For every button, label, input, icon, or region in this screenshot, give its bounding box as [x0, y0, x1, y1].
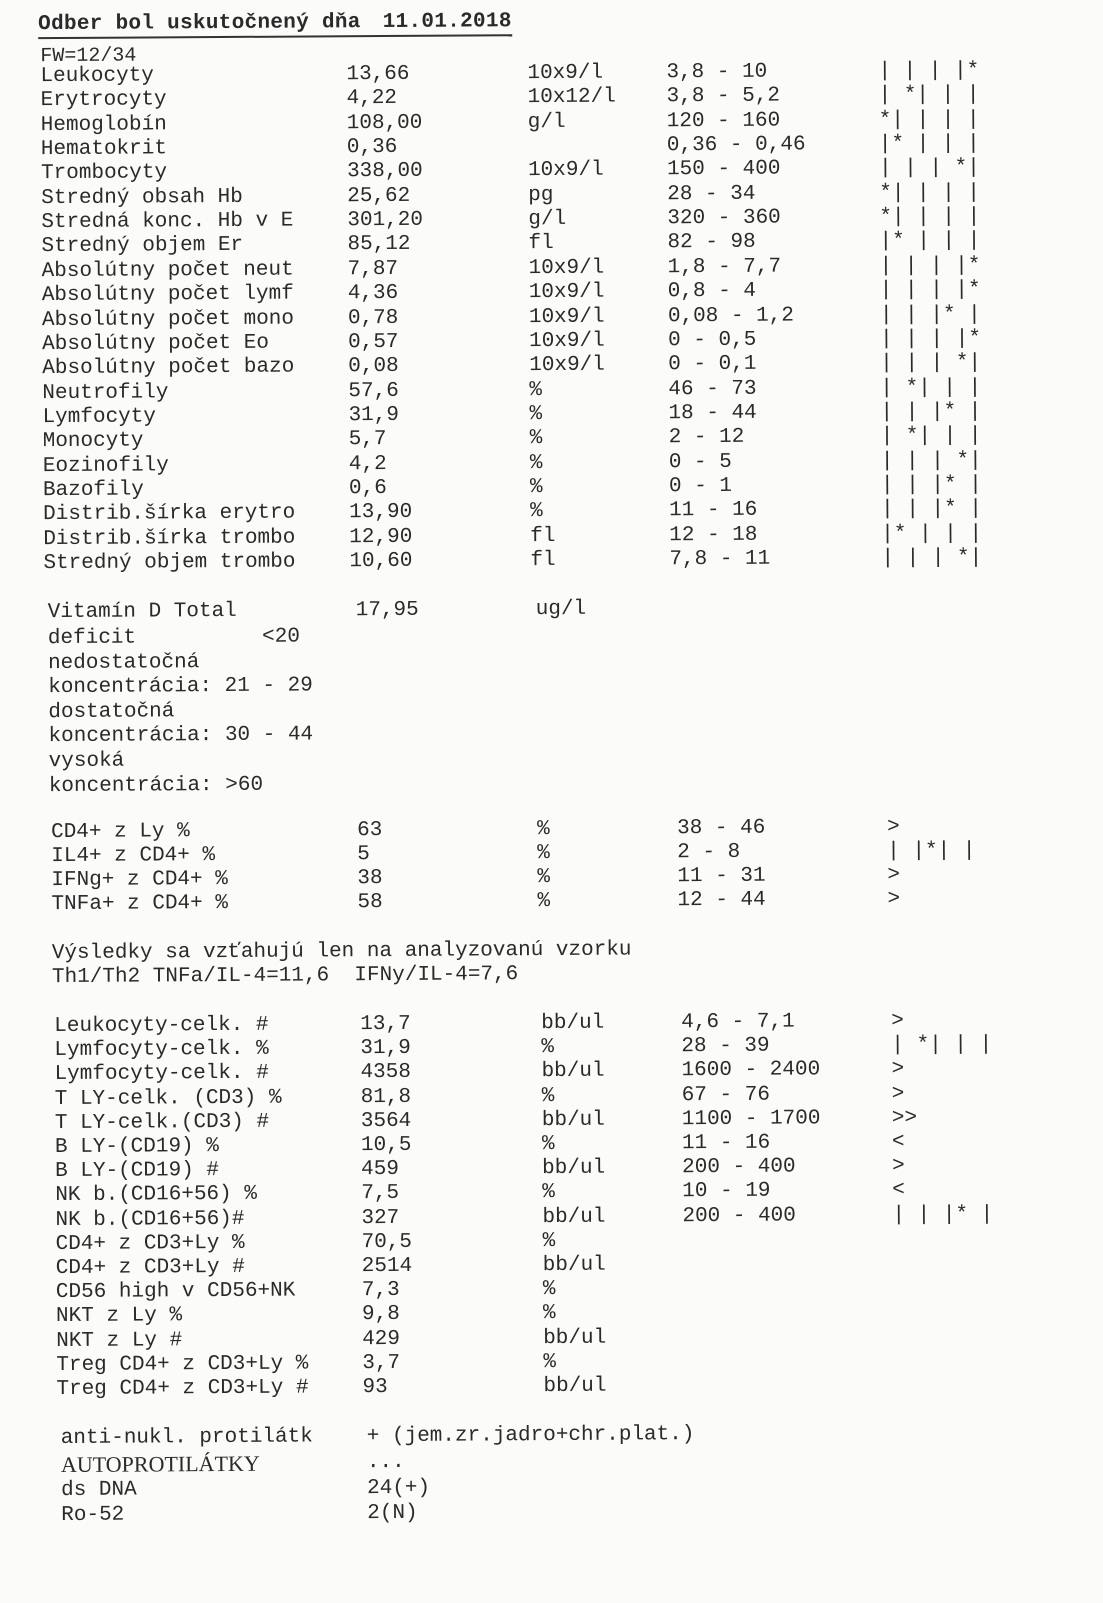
cell-unit: %: [541, 1084, 555, 1108]
cell-ref: 12 - 18: [669, 523, 758, 547]
cell-value: 13,90: [349, 501, 413, 525]
cell-flag: | *| | |: [891, 1033, 993, 1058]
cell-value: 4,36: [347, 282, 399, 306]
cell-unit: %: [542, 1278, 556, 1302]
cell-name: Ro-52: [61, 1503, 125, 1528]
cell-flag: | | |* |: [880, 400, 982, 424]
cell-ref: 67 - 76: [681, 1083, 770, 1107]
cell-name: Eozinofily: [42, 453, 169, 478]
cell-unit: 10x9/l: [529, 353, 605, 378]
cell-ref: 4,6 - 7,1: [681, 1010, 795, 1035]
cell-ref: 0 - 1: [668, 474, 733, 499]
cell-flag: | | | *|: [881, 546, 983, 570]
cell-name: Bazofily: [42, 478, 144, 503]
cell-ref: 18 - 44: [668, 401, 757, 426]
cell-unit: %: [529, 427, 543, 451]
cell-ref: 0 - 0,5: [668, 328, 757, 353]
vitamin-d-value: 17,95: [355, 598, 419, 623]
cell-flag: |* | | |: [879, 229, 981, 254]
cell-name: Stredná konc. Hb v E: [41, 209, 294, 235]
sampling-header: [38, 10, 512, 39]
cell-value: 70,5: [361, 1230, 413, 1254]
cell-name: TNFa+ z CD4+ %: [51, 891, 229, 917]
cell-name: NKT z Ly %: [55, 1304, 183, 1329]
cell-name: IL4+ z CD4+ %: [51, 844, 216, 869]
cell-value: 327: [361, 1206, 400, 1230]
cell-unit: %: [542, 1181, 555, 1205]
cell-ref: 200 - 400: [682, 1204, 796, 1228]
cell-value: 338,00: [346, 160, 423, 184]
cell-flag: <: [892, 1179, 905, 1203]
cell-value: 25,62: [347, 184, 411, 209]
autoantibody-heading: AUTOPROTILÁTKY: [60, 1450, 260, 1478]
cell-unit: g/l: [528, 208, 567, 232]
results-note-line-2: Th1/Th2 TNFa/IL-4=11,6 IFNy/IL-4=7,6: [51, 963, 519, 990]
cell-flag: >>: [891, 1106, 918, 1130]
cell-value: 9,8: [361, 1303, 400, 1327]
ana-value: + (jem.zr.jadro+chr.plat.): [366, 1423, 695, 1449]
cell-unit: 10x9/l: [528, 280, 605, 305]
vitamin-d-range-line: koncentrácia: 30 - 44: [48, 723, 314, 749]
cell-value: 7,3: [361, 1279, 400, 1303]
cell-unit: %: [541, 1036, 555, 1060]
cell-flag: >: [887, 887, 901, 911]
cell-value: 0,08: [348, 355, 399, 379]
cell-flag: *| | | |: [879, 205, 981, 230]
cell-ref: 3,8 - 10: [666, 60, 768, 85]
cell-name: Hematokrit: [40, 137, 168, 162]
cell-name: Treg CD4+ z CD3+Ly #: [56, 1376, 309, 1402]
cell-flag: >: [887, 863, 901, 887]
cell-name: Lymfocyty-celk. %: [54, 1037, 269, 1063]
cell-value: 3,7: [362, 1351, 401, 1375]
cell-value: 108,00: [346, 111, 423, 135]
cell-name: T LY-celk. (CD3) %: [54, 1086, 282, 1111]
cell-flag: | | | |*: [878, 59, 980, 84]
cell-flag: | | | |*: [880, 327, 981, 351]
cell-name: Absolútny počet bazo: [42, 355, 295, 381]
cell-unit: %: [542, 1302, 556, 1326]
cell-name: CD56 high v CD56+NK: [55, 1279, 296, 1305]
cell-ref: 0 - 0,1: [668, 352, 757, 377]
cell-name: Monocyty: [42, 429, 144, 454]
cell-value: 57,6: [348, 379, 399, 403]
cell-unit: %: [541, 1133, 555, 1157]
cell-value: 7,87: [347, 257, 399, 282]
cell-value: 429: [362, 1327, 401, 1351]
cell-unit: %: [537, 866, 551, 890]
vitamin-d-range-line: koncentrácia: >60: [48, 773, 264, 798]
cell-name: NK b.(CD16+56)#: [55, 1207, 245, 1232]
cell-ref: 2 - 8: [677, 840, 741, 865]
cell-unit: %: [536, 818, 550, 842]
cell-flag: >: [886, 815, 900, 839]
cell-flag: >: [891, 1058, 905, 1082]
cell-name: Stredný objem trombo: [43, 550, 296, 576]
cell-unit: 10x9/l: [527, 159, 604, 183]
cell-value: 13,66: [346, 62, 410, 87]
cell-value: 4,22: [346, 87, 398, 111]
cell-flag: | | | *|: [880, 448, 982, 473]
cell-ref: 120 - 160: [666, 109, 781, 133]
cell-unit: pg: [528, 183, 554, 207]
cell-value: 24(+): [367, 1476, 431, 1501]
results-note-line-1: Výsledky sa vzťahujú len na analyzovanú vzorku: [51, 938, 632, 966]
cell-value: 12,90: [349, 525, 413, 549]
cell-unit: 10x9/l: [528, 305, 605, 329]
sampling-title: Odber bol uskutočnený dňa: [38, 11, 361, 37]
cell-ref: 3,8 - 5,2: [666, 84, 781, 109]
vitamin-d-range-line: deficit <20: [47, 625, 301, 651]
cell-flag: |* | | |: [881, 522, 983, 546]
cell-ref: 0,08 - 1,2: [667, 304, 795, 328]
vitamin-d-range-line: koncentrácia: 21 - 29: [48, 674, 313, 700]
cell-unit: %: [529, 451, 543, 475]
cell-value: 0,36: [346, 135, 398, 160]
cell-name: Absolútny počet neut: [41, 258, 294, 283]
cell-unit: bb/ul: [543, 1326, 607, 1350]
vitamin-d-range-line: vysoká: [48, 749, 125, 774]
cell-value: 0,6: [348, 476, 387, 501]
cell-ref: 7,8 - 11: [669, 547, 771, 572]
cell-name: Leukocyty: [40, 64, 154, 89]
cell-ref: 12 - 44: [677, 888, 766, 913]
cell-unit: bb/ul: [541, 1011, 605, 1036]
cell-unit: %: [529, 402, 543, 427]
cell-unit: 10x12/l: [527, 85, 616, 110]
cell-unit: bb/ul: [541, 1060, 605, 1084]
cell-flag: |* | | |: [878, 132, 980, 157]
cell-name: Absolútny počet Eo: [42, 331, 270, 356]
cell-flag: | |*| |: [887, 839, 976, 863]
cell-name: Lymfocyty-celk. #: [54, 1062, 269, 1087]
cell-name: Lymfocyty: [42, 405, 157, 430]
cell-value: 93: [362, 1376, 388, 1400]
cell-name: Absolútny počet lymf: [41, 282, 294, 308]
vitamin-d-range-line: nedostatočná: [47, 650, 200, 675]
cell-name: Distrib.šírka trombo: [43, 526, 296, 551]
cell-unit: fl: [530, 548, 556, 573]
cell-ref: 1100 - 1700: [681, 1107, 821, 1132]
cell-flag: *| | | |: [878, 108, 980, 132]
cell-name: NK b.(CD16+56) %: [55, 1183, 258, 1208]
cell-value: 31,9: [348, 403, 400, 428]
cell-name: Neutrofily: [42, 380, 169, 405]
cell-name: B LY-(CD19) %: [54, 1135, 219, 1160]
cell-flag: <: [891, 1130, 905, 1154]
cell-ref: 11 - 16: [681, 1131, 771, 1156]
cell-name: IFNg+ z CD4+ %: [51, 867, 228, 893]
cell-ref: 2 - 12: [668, 426, 745, 450]
cell-flag: | | | *|: [880, 351, 982, 376]
cell-flag: | *| | |: [880, 424, 982, 449]
vitamin-d-name: Vitamín D Total: [47, 599, 237, 625]
cell-flag: >: [891, 1009, 904, 1033]
vitamin-d-row: [4, 595, 1103, 626]
cell-value: 81,8: [360, 1085, 412, 1109]
cell-flag: | | |* |: [879, 302, 981, 327]
cell-name: CD4+ z CD3+Ly %: [55, 1231, 245, 1256]
cell-flag: >: [892, 1155, 905, 1179]
cell-unit: 10x9/l: [528, 256, 605, 280]
cell-ref: 46 - 73: [668, 377, 757, 401]
cell-value: 5: [357, 843, 370, 867]
cell-ref: 1600 - 2400: [681, 1058, 821, 1083]
cell-value: 31,9: [360, 1037, 411, 1061]
cell-name: CD4+ z CD3+Ly #: [55, 1255, 245, 1281]
vitamin-d-unit: ug/l: [535, 597, 587, 622]
cell-value: 4,2: [348, 452, 387, 476]
cell-ref: 38 - 46: [676, 816, 766, 841]
cell-unit: bb/ul: [542, 1205, 606, 1229]
cell-value: 3564: [360, 1109, 412, 1133]
cell-value: 459: [361, 1158, 400, 1182]
cell-flag: | | |* |: [892, 1202, 994, 1227]
cell-value: 0,57: [348, 330, 399, 355]
cell-unit: g/l: [527, 110, 566, 134]
cell-unit: %: [530, 500, 543, 524]
cell-flag: | *| | |: [880, 375, 982, 400]
cell-name: Absolútny počet mono: [41, 307, 295, 332]
cell-name: B LY-(CD19) #: [55, 1159, 220, 1184]
cell-flag: | | |* |: [881, 497, 983, 522]
cell-name: Treg CD4+ z CD3+Ly %: [56, 1352, 309, 1377]
cell-name: Stredný objem Er: [41, 234, 244, 259]
cell-value: 2514: [361, 1254, 413, 1279]
cell-unit: %: [529, 476, 543, 500]
cell-unit: %: [542, 1229, 556, 1253]
cell-unit: %: [543, 1350, 557, 1374]
cell-name: Erytrocyty: [40, 88, 167, 113]
cell-unit: bb/ul: [542, 1156, 606, 1181]
cell-flag: | | |* |: [880, 473, 982, 497]
vitamin-d-range-line: dostatočná: [48, 700, 175, 724]
cell-flag: | *| | |: [878, 83, 980, 108]
cell-unit: fl: [528, 232, 554, 256]
cell-flag: | | | *|: [878, 156, 980, 181]
cell-ref: 28 - 39: [681, 1034, 770, 1059]
sedimentation-value: FW=12/34: [40, 44, 137, 69]
cell-value: 85,12: [347, 233, 411, 257]
cell-ref: 28 - 34: [667, 182, 756, 207]
cell-unit: bb/ul: [542, 1253, 606, 1278]
cell-ref: 10 - 19: [682, 1180, 771, 1204]
cell-value: 13,7: [360, 1012, 411, 1037]
cell-flag: *| | | |: [879, 181, 981, 205]
cell-value: 7,5: [361, 1182, 400, 1206]
sampling-date: 11.01.2018: [382, 10, 512, 35]
cell-ref: 150 - 400: [666, 157, 781, 182]
cell-ref: 11 - 31: [677, 864, 766, 889]
cell-ref: 0 - 5: [668, 450, 732, 474]
cell-value: 301,20: [347, 208, 424, 233]
cell-name: NKT z Ly #: [56, 1328, 183, 1353]
cell-ref: 1,8 - 7,7: [667, 255, 782, 280]
autoantibody-heading-value: ...: [366, 1450, 405, 1475]
cell-unit: bb/ul: [543, 1374, 607, 1399]
cell-unit: 10x9/l: [529, 329, 605, 353]
cell-value: 5,7: [348, 428, 387, 452]
cell-unit: fl: [530, 524, 556, 548]
cell-name: Leukocyty-celk. #: [54, 1013, 269, 1039]
cell-value: 58: [357, 891, 383, 915]
cell-ref: 11 - 16: [669, 499, 758, 523]
cell-unit: %: [537, 842, 550, 866]
cell-flag: | | | |*: [879, 278, 981, 303]
cell-value: 10,5: [360, 1133, 412, 1158]
cell-unit: %: [529, 378, 543, 402]
cell-value: 38: [357, 867, 383, 891]
cell-ref: 200 - 400: [682, 1155, 796, 1180]
cell-name: Stredný obsah Hb: [41, 185, 243, 210]
cell-ref: 82 - 98: [667, 231, 756, 255]
cell-name: ds DNA: [61, 1478, 137, 1503]
cell-name: Distrib.šírka erytro: [43, 501, 296, 527]
cell-value: 2(N): [367, 1501, 418, 1526]
cell-value: 4358: [360, 1061, 412, 1085]
cell-ref: 0,8 - 4: [667, 279, 757, 304]
cell-value: 0,78: [347, 306, 399, 330]
cell-flag: | | | |*: [879, 254, 981, 278]
cell-name: Trombocyty: [40, 161, 168, 186]
cell-ref: 0,36 - 0,46: [666, 133, 806, 158]
cell-unit: bb/ul: [541, 1108, 605, 1132]
cell-value: 10,60: [349, 549, 413, 574]
cell-unit: 10x9/l: [527, 61, 604, 86]
cell-name: T LY-celk.(CD3) #: [54, 1110, 270, 1135]
cell-name: Hemoglobín: [40, 113, 167, 137]
cell-ref: 320 - 360: [667, 206, 781, 231]
cell-value: 63: [357, 819, 383, 843]
cell-unit: %: [537, 890, 551, 914]
ana-name: anti-nukl. protilátk: [60, 1425, 313, 1451]
cell-flag: >: [891, 1082, 905, 1106]
cell-name: CD4+ z Ly %: [51, 820, 190, 845]
